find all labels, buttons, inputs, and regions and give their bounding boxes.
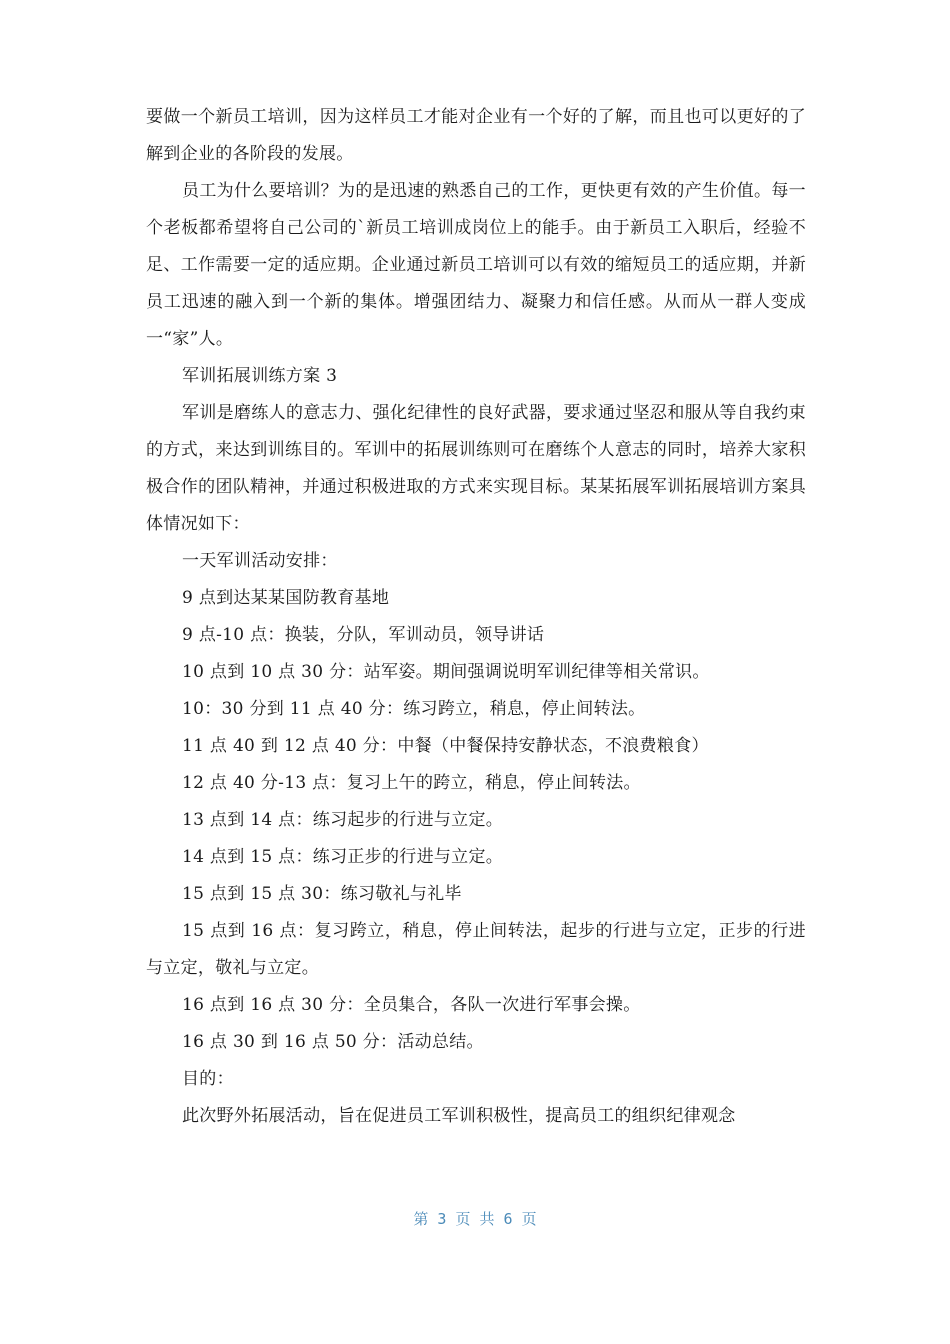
- schedule-item: 15 点到 16 点：复习跨立，稍息，停止间转法，起步的行进与立定，正步的行进与立定，敬礼与立定。: [146, 921, 806, 978]
- schedule-item: 9 点到达某某国防教育基地: [182, 588, 390, 608]
- paragraph: 要做一个新员工培训，因为这样员工才能对企业有一个好的了解，而且也可以更好的了解到企业的各阶段的发展。: [146, 107, 806, 164]
- paragraph: 此次野外拓展活动，旨在促进员工军训积极性，提高员工的组织纪律观念: [182, 1106, 736, 1126]
- schedule-item: 14 点到 15 点：练习正步的行进与立定。: [182, 847, 504, 867]
- schedule-item: 10 点到 10 点 30 分：站军姿。期间强调说明军训纪律等相关常识。: [182, 662, 710, 682]
- purpose-heading: 目的：: [182, 1069, 234, 1089]
- section-heading: 军训拓展训练方案 3: [182, 366, 338, 386]
- schedule-item: 10：30 分到 11 点 40 分：练习跨立，稍息，停止间转法。: [182, 699, 646, 719]
- paragraph: 员工为什么要培训？为的是迅速的熟悉自己的工作，更快更有效的产生价值。每一个老板都希望将自己公司的`新员工培训成岗位上的能手。由于新员工入职后，经验不足、工作需要一定的适应期。企业通过新员工培训可以有效的缩短员工的适应期，并新员工迅速的融入到一个新的集体。增强团结力、凝聚力和信任感。从而从一群人变成一“家”人。: [146, 181, 806, 349]
- page-number-label: 第 3 页 共 6 页: [413, 1210, 537, 1228]
- schedule-item: 13 点到 14 点：练习起步的行进与立定。: [182, 810, 504, 830]
- paragraph: 军训是磨练人的意志力、强化纪律性的良好武器，要求通过坚忍和服从等自我约束的方式，来达到训练目的。军训中的拓展训练则可在磨练个人意志的同时，培养大家积极合作的团队精神，并通过积极进取的方式来实现目标。某某拓展军训拓展培训方案具体情况如下：: [146, 403, 806, 534]
- page-footer: [0, 1208, 950, 1229]
- schedule-item: 12 点 40 分-13 点：复习上午的跨立，稍息，停止间转法。: [182, 773, 641, 793]
- schedule-item: 16 点 30 到 16 点 50 分：活动总结。: [182, 1032, 484, 1052]
- document-body: [146, 99, 806, 1135]
- schedule-item: 11 点 40 到 12 点 40 分：中餐（中餐保持安静状态，不浪费粮食）: [182, 736, 709, 756]
- schedule-item: 15 点到 15 点 30：练习敬礼与礼毕: [182, 884, 462, 904]
- schedule-item: 16 点到 16 点 30 分：全员集合，各队一次进行军事会操。: [182, 995, 641, 1015]
- schedule-heading: 一天军训活动安排：: [182, 551, 338, 571]
- schedule-item: 9 点-10 点：换装，分队，军训动员，领导讲话: [182, 625, 545, 645]
